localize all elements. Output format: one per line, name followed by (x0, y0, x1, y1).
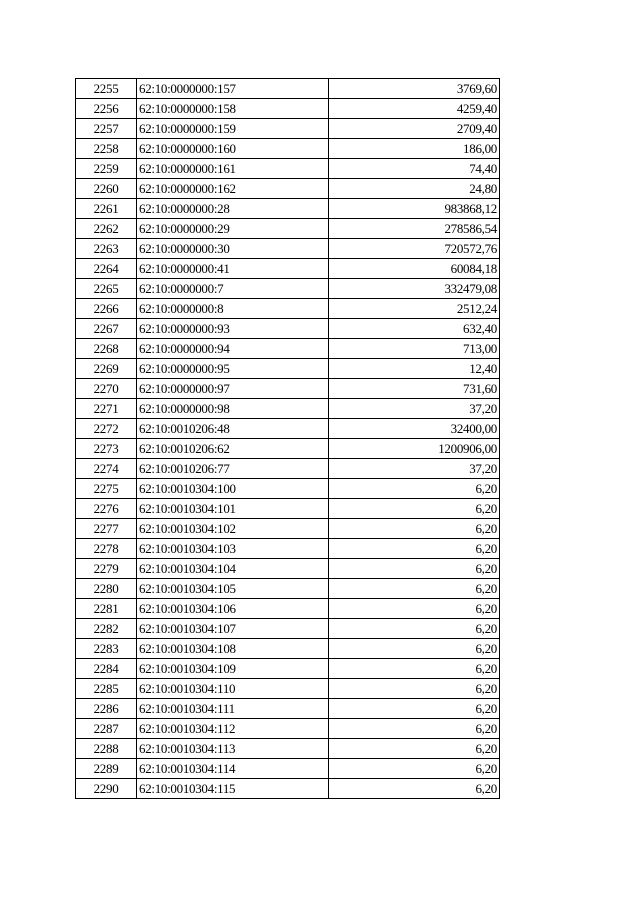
value-cell: 731,60 (329, 379, 500, 399)
cadastral-number-cell: 62:10:0000000:8 (137, 299, 329, 319)
cadastral-number-cell: 62:10:0000000:157 (137, 79, 329, 99)
row-number-cell: 2289 (76, 759, 137, 779)
value-cell: 332479,08 (329, 279, 500, 299)
cadastral-number-cell: 62:10:0000000:162 (137, 179, 329, 199)
table-row (76, 119, 500, 139)
row-number-cell: 2281 (76, 599, 137, 619)
cadastral-number-cell: 62:10:0000000:158 (137, 99, 329, 119)
cadastral-number-cell: 62:10:0000000:159 (137, 119, 329, 139)
row-number-cell: 2286 (76, 699, 137, 719)
value-cell: 6,20 (329, 699, 500, 719)
cadastral-number-cell: 62:10:0000000:29 (137, 219, 329, 239)
table-row (76, 699, 500, 719)
value-cell: 37,20 (329, 399, 500, 419)
cadastral-number-cell: 62:10:0000000:94 (137, 339, 329, 359)
table-row (76, 539, 500, 559)
cadastral-number-cell: 62:10:0010304:112 (137, 719, 329, 739)
cadastral-number-cell: 62:10:0000000:161 (137, 159, 329, 179)
row-number-cell: 2269 (76, 359, 137, 379)
row-number-cell: 2274 (76, 459, 137, 479)
table-row (76, 779, 500, 799)
value-cell: 2709,40 (329, 119, 500, 139)
row-number-cell: 2266 (76, 299, 137, 319)
row-number-cell: 2278 (76, 539, 137, 559)
value-cell: 186,00 (329, 139, 500, 159)
table-row (76, 299, 500, 319)
table-row (76, 619, 500, 639)
table-row (76, 739, 500, 759)
value-cell: 713,00 (329, 339, 500, 359)
table-row (76, 199, 500, 219)
cadastral-number-cell: 62:10:0010304:107 (137, 619, 329, 639)
table-row (76, 319, 500, 339)
value-cell: 6,20 (329, 499, 500, 519)
row-number-cell: 2284 (76, 659, 137, 679)
table-row (76, 599, 500, 619)
cadastral-number-cell: 62:10:0010304:110 (137, 679, 329, 699)
row-number-cell: 2271 (76, 399, 137, 419)
cadastral-number-cell: 62:10:0010304:100 (137, 479, 329, 499)
value-cell: 6,20 (329, 539, 500, 559)
cadastral-number-cell: 62:10:0000000:30 (137, 239, 329, 259)
value-cell: 278586,54 (329, 219, 500, 239)
table-row (76, 459, 500, 479)
value-cell: 37,20 (329, 459, 500, 479)
row-number-cell: 2263 (76, 239, 137, 259)
row-number-cell: 2282 (76, 619, 137, 639)
value-cell: 983868,12 (329, 199, 500, 219)
cadastral-number-cell: 62:10:0000000:95 (137, 359, 329, 379)
table-row (76, 379, 500, 399)
value-cell: 74,40 (329, 159, 500, 179)
value-cell: 6,20 (329, 779, 500, 799)
cadastral-number-cell: 62:10:0000000:28 (137, 199, 329, 219)
cadastral-number-cell: 62:10:0010304:109 (137, 659, 329, 679)
cadastral-number-cell: 62:10:0010304:114 (137, 759, 329, 779)
value-cell: 6,20 (329, 639, 500, 659)
row-number-cell: 2270 (76, 379, 137, 399)
row-number-cell: 2273 (76, 439, 137, 459)
row-number-cell: 2275 (76, 479, 137, 499)
value-cell: 60084,18 (329, 259, 500, 279)
row-number-cell: 2261 (76, 199, 137, 219)
row-number-cell: 2256 (76, 99, 137, 119)
row-number-cell: 2276 (76, 499, 137, 519)
row-number-cell: 2267 (76, 319, 137, 339)
table-row (76, 179, 500, 199)
table-row (76, 759, 500, 779)
table-row (76, 359, 500, 379)
cadastral-number-cell: 62:10:0010304:105 (137, 579, 329, 599)
cadastral-number-cell: 62:10:0010304:101 (137, 499, 329, 519)
cadastral-number-cell: 62:10:0010206:77 (137, 459, 329, 479)
value-cell: 6,20 (329, 599, 500, 619)
value-cell: 32400,00 (329, 419, 500, 439)
value-cell: 6,20 (329, 659, 500, 679)
row-number-cell: 2283 (76, 639, 137, 659)
table-row (76, 79, 500, 99)
value-cell: 6,20 (329, 759, 500, 779)
value-cell: 1200906,00 (329, 439, 500, 459)
table-row (76, 579, 500, 599)
table-row (76, 219, 500, 239)
cadastral-number-cell: 62:10:0000000:7 (137, 279, 329, 299)
row-number-cell: 2255 (76, 79, 137, 99)
table-row (76, 139, 500, 159)
row-number-cell: 2268 (76, 339, 137, 359)
value-cell: 6,20 (329, 519, 500, 539)
row-number-cell: 2285 (76, 679, 137, 699)
cadastral-number-cell: 62:10:0000000:93 (137, 319, 329, 339)
row-number-cell: 2290 (76, 779, 137, 799)
table-row (76, 519, 500, 539)
table-row (76, 559, 500, 579)
row-number-cell: 2280 (76, 579, 137, 599)
row-number-cell: 2287 (76, 719, 137, 739)
row-number-cell: 2259 (76, 159, 137, 179)
table-row (76, 719, 500, 739)
row-number-cell: 2265 (76, 279, 137, 299)
value-cell: 3769,60 (329, 79, 500, 99)
value-cell: 6,20 (329, 619, 500, 639)
table-row (76, 99, 500, 119)
table-row (76, 279, 500, 299)
table-row (76, 499, 500, 519)
value-cell: 4259,40 (329, 99, 500, 119)
cadastral-number-cell: 62:10:0000000:98 (137, 399, 329, 419)
cadastral-number-cell: 62:10:0010304:111 (137, 699, 329, 719)
row-number-cell: 2258 (76, 139, 137, 159)
value-cell: 6,20 (329, 479, 500, 499)
table-row (76, 439, 500, 459)
cadastral-number-cell: 62:10:0000000:97 (137, 379, 329, 399)
cadastral-number-cell: 62:10:0010304:113 (137, 739, 329, 759)
cadastral-number-cell: 62:10:0010206:62 (137, 439, 329, 459)
table-body (76, 79, 500, 799)
cadastral-number-cell: 62:10:0010304:102 (137, 519, 329, 539)
cadastral-number-cell: 62:10:0000000:41 (137, 259, 329, 279)
cadastral-number-cell: 62:10:0000000:160 (137, 139, 329, 159)
table-row (76, 659, 500, 679)
table-row (76, 419, 500, 439)
row-number-cell: 2279 (76, 559, 137, 579)
cadastral-number-cell: 62:10:0010304:106 (137, 599, 329, 619)
cadastral-number-cell: 62:10:0010304:115 (137, 779, 329, 799)
table-row (76, 479, 500, 499)
row-number-cell: 2264 (76, 259, 137, 279)
row-number-cell: 2272 (76, 419, 137, 439)
cadastral-number-cell: 62:10:0010304:104 (137, 559, 329, 579)
value-cell: 6,20 (329, 579, 500, 599)
table-row (76, 239, 500, 259)
row-number-cell: 2257 (76, 119, 137, 139)
value-cell: 2512,24 (329, 299, 500, 319)
table-row (76, 399, 500, 419)
cadastral-number-cell: 62:10:0010206:48 (137, 419, 329, 439)
table-row (76, 159, 500, 179)
value-cell: 6,20 (329, 739, 500, 759)
row-number-cell: 2262 (76, 219, 137, 239)
value-cell: 12,40 (329, 359, 500, 379)
table-row (76, 639, 500, 659)
cadastral-number-cell: 62:10:0010304:103 (137, 539, 329, 559)
data-table (75, 78, 500, 799)
value-cell: 720572,76 (329, 239, 500, 259)
value-cell: 6,20 (329, 559, 500, 579)
row-number-cell: 2277 (76, 519, 137, 539)
row-number-cell: 2288 (76, 739, 137, 759)
value-cell: 6,20 (329, 679, 500, 699)
table-row (76, 679, 500, 699)
value-cell: 24,80 (329, 179, 500, 199)
cadastral-number-cell: 62:10:0010304:108 (137, 639, 329, 659)
value-cell: 632,40 (329, 319, 500, 339)
table-row (76, 259, 500, 279)
table-row (76, 339, 500, 359)
value-cell: 6,20 (329, 719, 500, 739)
row-number-cell: 2260 (76, 179, 137, 199)
